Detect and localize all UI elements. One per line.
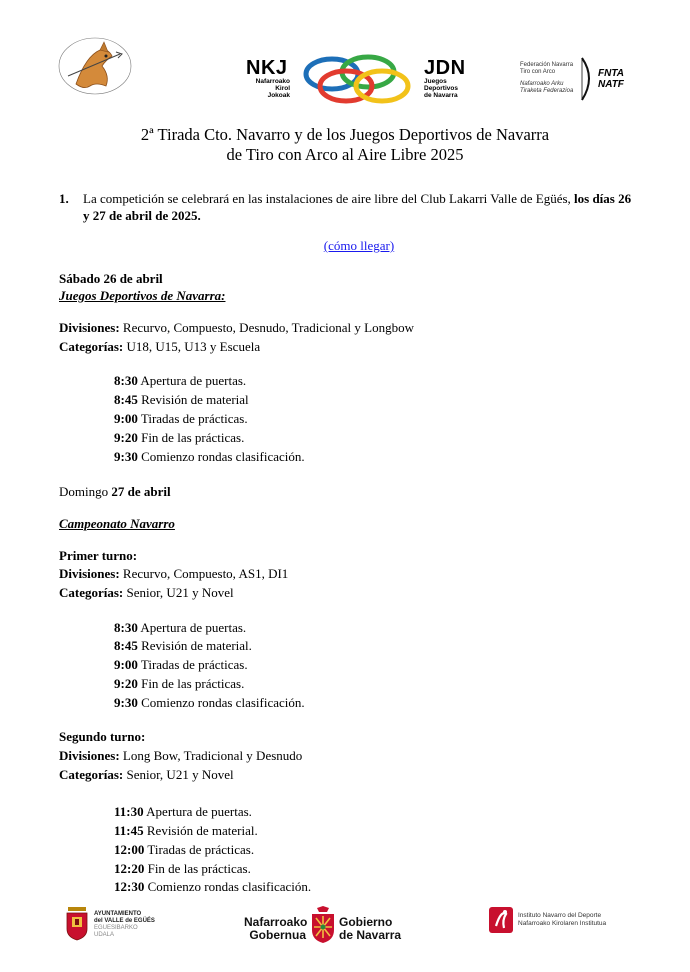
- schedule-row: 11:45 Revisión de material.: [114, 823, 258, 838]
- jdn-abbr: JDN: [424, 57, 466, 79]
- jdn-line2: Deportivos: [424, 85, 458, 92]
- schedule-row: 9:30 Comienzo rondas clasificación.: [114, 695, 305, 710]
- jdn-logo: [424, 58, 466, 99]
- gobierno-navarra-logo: [244, 906, 404, 946]
- sunday-subheading: Campeonato Navarro: [59, 516, 175, 531]
- nkj-logo: [246, 58, 290, 99]
- gob-l2: Gobernua: [249, 928, 306, 942]
- directions-link[interactable]: (cómo llegar): [323, 238, 395, 253]
- schedule-row: 9:00 Tiradas de prácticas.: [114, 657, 248, 672]
- ind-logo: [488, 906, 638, 936]
- saturday-subheading: Juegos Deportivos de Navarra:: [59, 288, 226, 303]
- nkj-abbr: NKJ: [246, 57, 288, 79]
- navarra-shield-icon: [310, 906, 336, 944]
- gob-left: [244, 916, 306, 942]
- page-title: [0, 125, 690, 165]
- schedule-row: 8:45 Revisión de material: [114, 392, 249, 407]
- ayto-line2: del VALLE de EGÜÉS: [94, 918, 155, 924]
- lakarri-logo: [56, 36, 134, 96]
- coat-of-arms-icon: [64, 905, 90, 941]
- turn2-divisions: Divisiones: Long Bow, Tradicional y Desnudo: [59, 748, 303, 763]
- ind-line1: Instituto Navarro del Deporte: [518, 912, 602, 919]
- gob-right: [339, 916, 401, 942]
- turn1-divisions: Divisiones: Recurvo, Compuesto, AS1, DI1: [59, 566, 289, 581]
- schedule-row: 9:20 Fin de las prácticas.: [114, 430, 245, 445]
- schedule-row: 9:20 Fin de las prácticas.: [114, 676, 245, 691]
- item-text-plain: La competición se celebrará en las instalaciones de aire libre del Club Lakarri Valle de Egüés,: [83, 191, 571, 206]
- schedule-row: 9:00 Tiradas de prácticas.: [114, 411, 248, 426]
- schedule-row: 12:00 Tiradas de prácticas.: [114, 842, 255, 857]
- title-line1: 2ª Tirada Cto. Navarro y de los Juegos Deportivos de Navarra: [140, 125, 550, 144]
- federation-line2: Tiro con Arco: [520, 69, 556, 75]
- turn2-heading: Segundo turno:: [59, 729, 146, 744]
- federation-line3: Nafarroako Arku: [520, 81, 564, 87]
- turn2-categories: Categorías: Senior, U21 y Novel: [59, 767, 234, 782]
- schedule-row: 12:30 Comienzo rondas clasificación.: [114, 879, 312, 894]
- ayuntamiento-logo: [64, 905, 184, 943]
- federation-text: [520, 62, 573, 95]
- ind-line2: Nafarroako Kirolaren Institutua: [518, 920, 607, 927]
- turn1-categories: Categorías: Senior, U21 y Novel: [59, 585, 234, 600]
- nkj-line1: Nafarroako: [255, 78, 290, 85]
- ayto-line4: UDALA: [94, 932, 115, 938]
- ind-mark-icon: [488, 906, 514, 934]
- saturday-categories: Categorías: U18, U15, U13 y Escuela: [59, 339, 261, 354]
- fnta-line2: NATF: [598, 79, 624, 90]
- schedule-row: 8:30 Apertura de puertas.: [114, 620, 247, 635]
- jdn-line1: Juegos: [424, 78, 447, 85]
- ayto-line3: EGUESIBARKO: [94, 925, 138, 931]
- nkj-line2: Kirol: [275, 85, 290, 92]
- games-rings-logo: [298, 54, 416, 106]
- schedule-row: 9:30 Comienzo rondas clasificación.: [114, 449, 305, 464]
- nkj-line3: Jokoak: [267, 92, 290, 99]
- sunday-heading: Domingo 27 de abril: [59, 484, 171, 499]
- federation-line1: Federación Navarra: [520, 62, 574, 68]
- item-number: 1.: [59, 191, 69, 206]
- ayto-line1: AYUNTAMIENTO: [94, 911, 142, 917]
- schedule-row: 8:30 Apertura de puertas.: [114, 373, 247, 388]
- ayuntamiento-text: [94, 911, 155, 939]
- title-line2: de Tiro con Arco al Aire Libre 2025: [226, 145, 464, 164]
- fnta-line1: FNTA: [598, 68, 624, 79]
- turn1-heading: Primer turno:: [59, 548, 138, 563]
- item-text-bold: los días 26 y 27 de abril de 2025.: [83, 191, 632, 223]
- ind-text: [518, 912, 606, 928]
- item-text: [83, 190, 639, 224]
- gob-l1: Nafarroako: [244, 915, 308, 929]
- gob-r1: Gobierno: [339, 915, 393, 929]
- federation-line4: Tiraketa Federazioa: [520, 88, 574, 94]
- schedule-row: 8:45 Revisión de material.: [114, 638, 252, 653]
- jdn-line3: de Navarra: [424, 92, 458, 99]
- schedule-row: 12:20 Fin de las prácticas.: [114, 861, 251, 876]
- fnta-logo: [576, 56, 632, 102]
- gob-r2: de Navarra: [339, 928, 402, 942]
- saturday-heading: Sábado 26 de abril: [59, 271, 163, 286]
- saturday-divisions: Divisiones: Recurvo, Compuesto, Desnudo, Tradicional y Longbow: [59, 320, 414, 335]
- schedule-row: 11:30 Apertura de puertas.: [114, 804, 252, 819]
